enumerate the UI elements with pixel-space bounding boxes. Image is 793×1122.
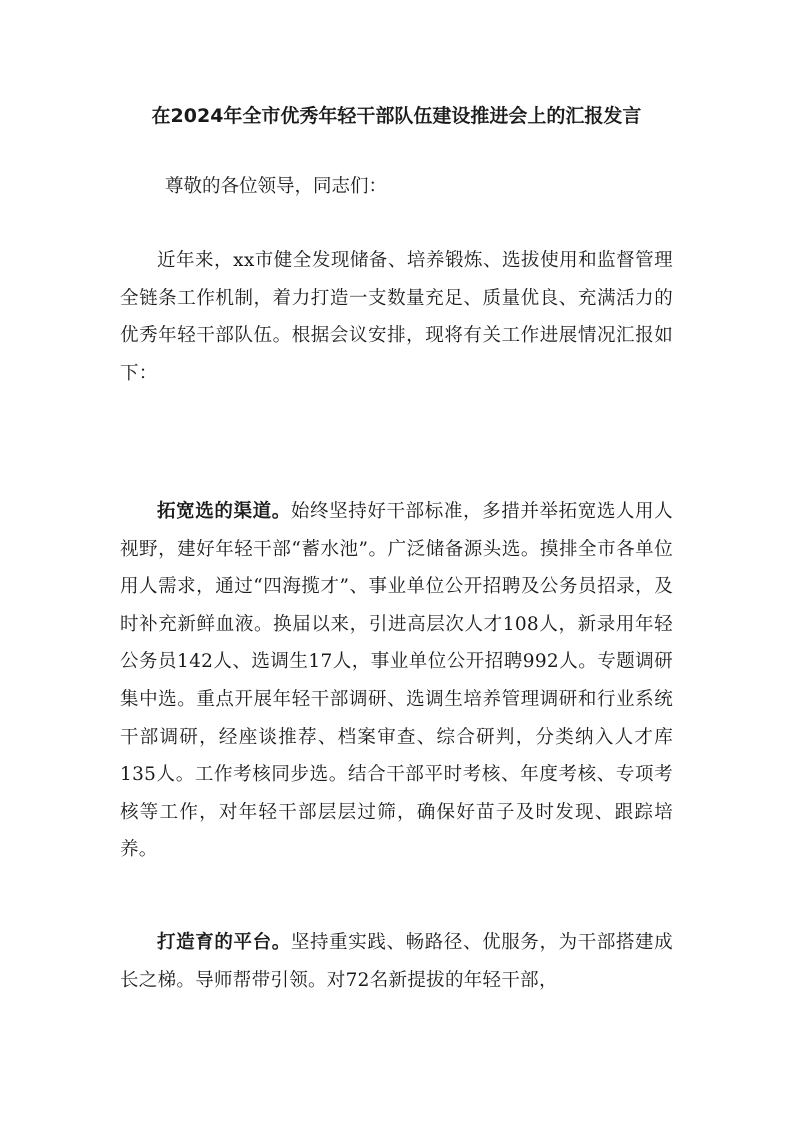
intro-text: 近年来，xx市健全发现储备、培养锻炼、选拔使用和监督管理全链条工作机制，着力打造一支数量充足、质量优良、充满活力的优秀年轻干部队伍。根据会议安排，现将有关工作进展情况汇报如下： (120, 250, 673, 384)
section-body-platform: 坚持重实践、畅路径、优服务，为干部搭建成长之梯。导师帮带引领。对72名新提拔的年轻干部， (120, 932, 673, 991)
section-heading-platform: 打造育的平台。 (157, 932, 291, 953)
intro-paragraph (120, 242, 673, 392)
document-title: 在2024年全市优秀年轻干部队伍建设推进会上的汇报发言 (151, 105, 642, 127)
section-paragraph-platform (120, 924, 673, 999)
section-body-channels: 始终坚持好干部标准，多措并举拓宽选人用人视野，建好年轻干部“蓄水池”。广泛储备源头选。摸排全市各单位用人需求，通过“四海揽才”、事业单位公开招聘及公务员招录，及时补充新鲜血液。换届以来，引进高层次人才108人，新录用年轻公务员142人、选调生17人，事业单位公开招聘992人。专题调研集中选。重点开展年轻干部调研、选调生培养管理调研和行业系统干部调研，经座谈推荐、档案审查、综合研判，分类纳入人才库135人。工作考核同步选。结合干部平时考核、年度考核、专项考核等工作，对年轻干部层层过筛，确保好苗子及时发现、跟踪培养。 (120, 501, 673, 861)
section-paragraph-channels (120, 493, 673, 869)
salutation: 尊敬的各位领导，同志们： (165, 176, 388, 197)
section-heading-channels: 拓宽选的渠道。 (157, 501, 291, 522)
